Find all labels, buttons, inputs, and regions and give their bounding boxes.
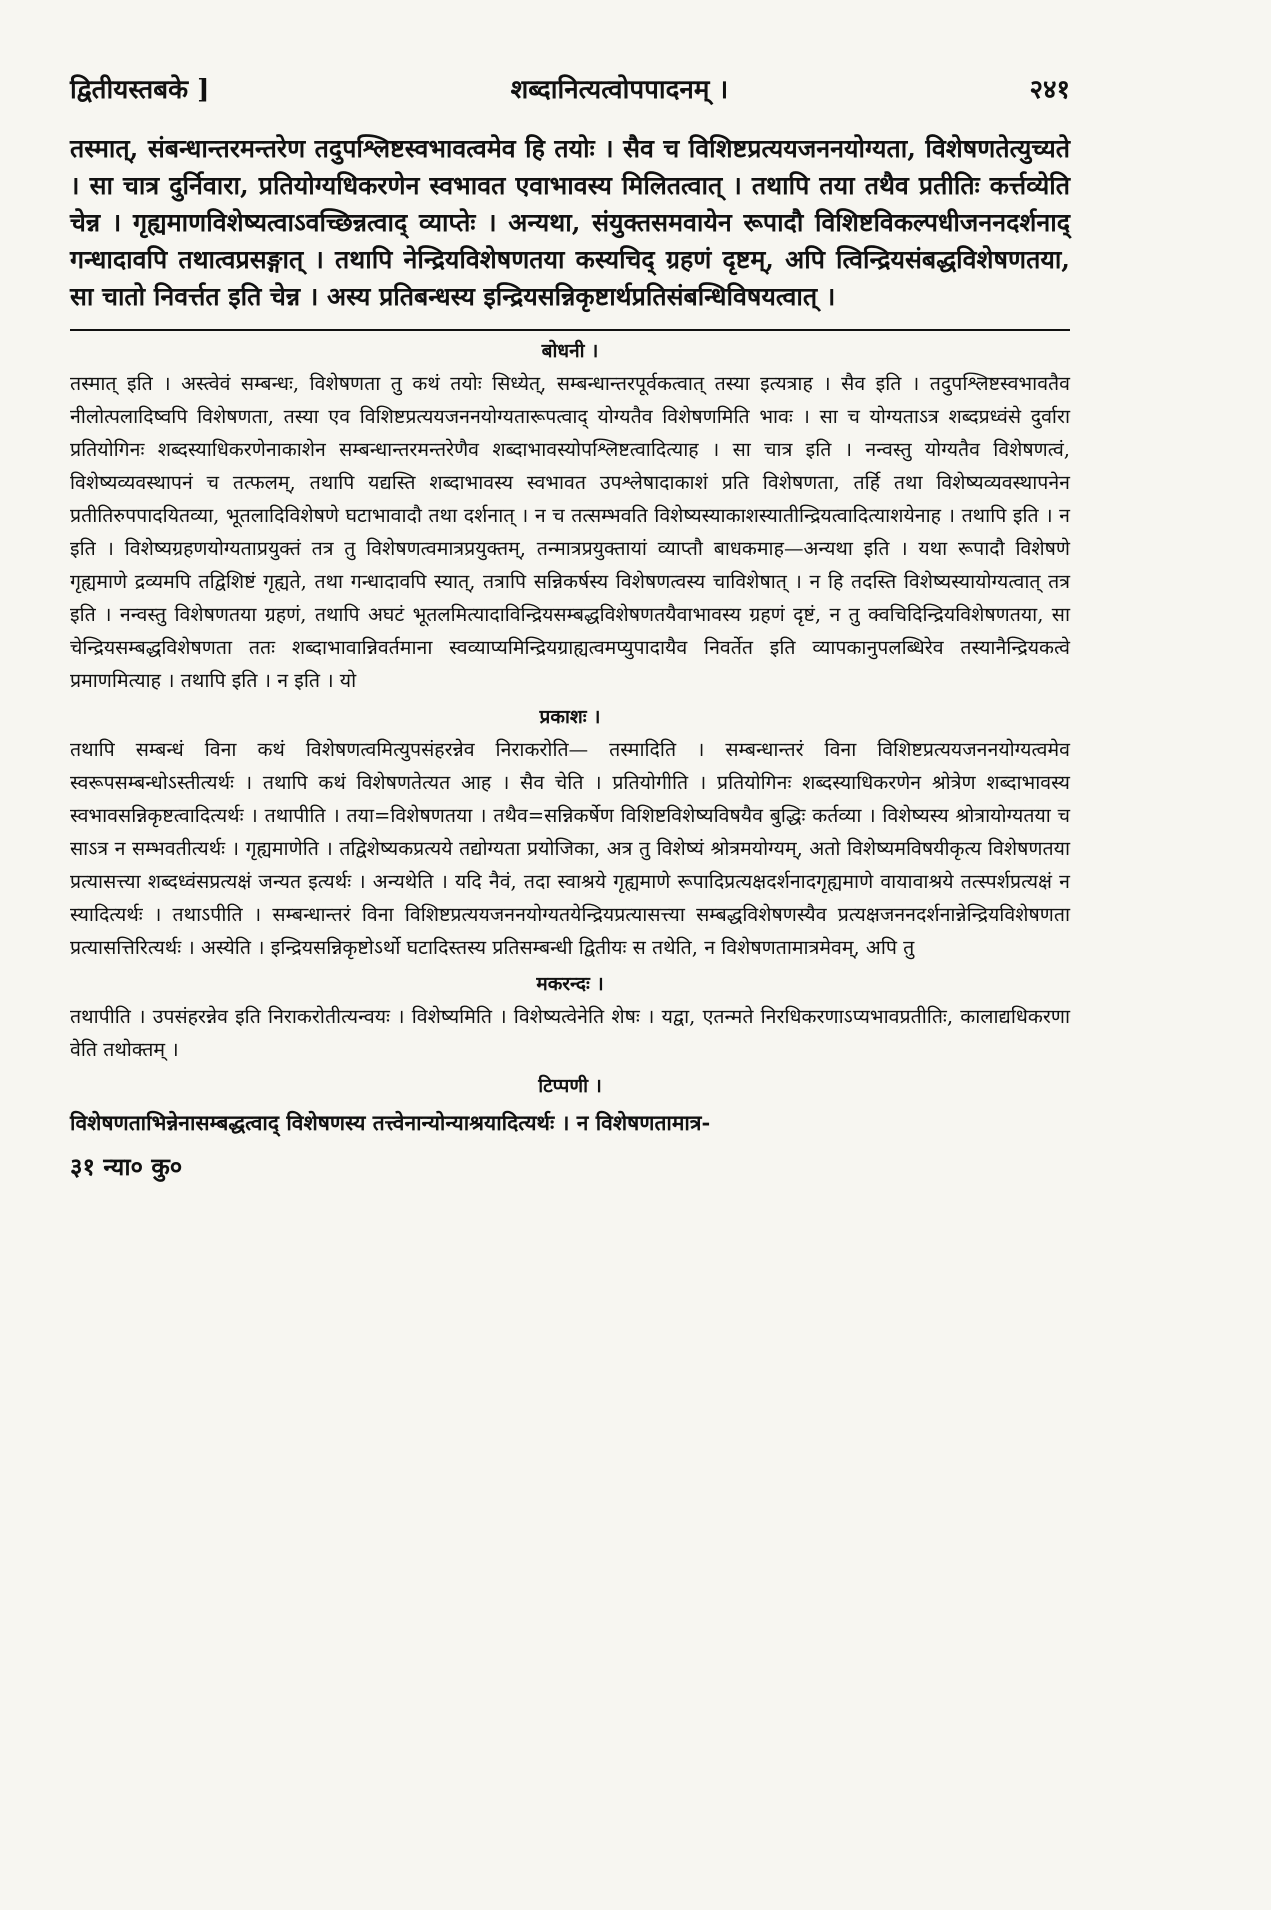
- header-center: शब्दानित्यत्वोपपादनम् ।: [510, 75, 729, 105]
- header-left: द्वितीयस्तबके ]: [70, 75, 210, 105]
- commentary-makaranda: तथापीति । उपसंहरन्नेव इति निराकरोतीत्यन्वयः । विशेष्यमिति । विशेष्यत्वेनेति शेषः । यद्वा, एतन्मते निरधिकरणाऽप्यभावप्रतीतिः, कालाद्यधिकरणा वेति तथोक्तम् ।: [70, 1005, 1070, 1061]
- divider: [70, 329, 1070, 331]
- section-title-makaranda: मकरन्दः ।: [536, 973, 604, 995]
- section-title-tippani: टिप्पणी ।: [538, 1075, 602, 1097]
- section-title-bodhani: बोधनी ।: [541, 340, 599, 362]
- page-header: [70, 70, 1070, 118]
- page-number: २४१: [1029, 75, 1070, 105]
- signature-line: ३१ न्या० कु०: [70, 1152, 183, 1181]
- section-title-prakasha: प्रकाशः ।: [539, 706, 601, 728]
- main-text: तस्मात्, संबन्धान्तरमन्तरेण तदुपश्लिष्टस्वभावत्वमेव हि तयोः । सैव च विशिष्टप्रत्ययजननयोग्यता, विशेषणतेत्युच्यते । सा चात्र दुर्निवारा, प्रतियोग्यधिकरणेन स्वभावत एवाभावस्य मिलितत्वात् । तथापि तया तथैव प्रतीतिः कर्त्तव्येति चेन्न । गृह्यमाणविशेष्यत्वाऽवच्छिन्नत्वाद् व्याप्तेः । अन्यथा, संयुक्तसमवायेन रूपादौ विशिष्टविकल्पधीजननदर्शनाद् गन्धादावपि तथात्वप्रसङ्गात् । तथापि नेन्द्रियविशेषणतया कस्यचिद् ग्रहणं दृष्टम्, अपि त्विन्द्रियसंबद्धविशेषणतया, सा चातो निवर्त्तत इति चेन्न । अस्य प्रतिबन्धस्य इन्द्रियसन्निकृष्टार्थप्रतिसंबन्धिविषयत्वात् ।: [70, 134, 1070, 311]
- commentary-tippani: विशेषणताभिन्नेनासम्बद्धत्वाद् विशेषणस्य तत्त्वेनान्योन्याश्रयादित्यर्थः । न विशेषणतामात्र-: [70, 1110, 711, 1135]
- commentary-bodhani: तस्मात् इति । अस्त्वेवं सम्बन्धः, विशेषणता तु कथं तयोः सिध्येत्, सम्बन्धान्तरपूर्वकत्वात् तस्या इत्यत्राह । सैव इति । तदुपश्लिष्टस्वभावतैव नीलोत्पलादिष्वपि विशेषणता, तस्या एव विशिष्टप्रत्ययजननयोग्यतारूपत्वाद् योग्यतैव विशेषणमिति भावः । सा च योग्यताऽत्र शब्दप्रध्वंसे दुर्वारा प्रतियोगिनः शब्दस्याधिकरणेनाकाशेन सम्बन्धान्तरमन्तरेणैव शब्दाभावस्योपश्लिष्टत्वादित्याह । सा चात्र इति । नन्वस्तु योग्यतैव विशेषणत्वं, विशेष्यव्यवस्थापनं च तत्फलम्, तथापि यद्यस्ति शब्दाभावस्य स्वभावत उपश्लेषादाकाशं प्रति विशेषणता, तर्हि तथा विशेष्यव्यवस्थापनेन प्रतीतिरुपपादयितव्या, भूतलादिविशेषणे घटाभावादौ तथा दर्शनात् । न च तत्सम्भवति विशेष्यस्याकाशस्यातीन्द्रियत्वादित्याशयेनाह । तथापि इति । न इति । विशेष्यग्रहणयोग्यताप्रयुक्तं तत्र तु विशेषणत्वमात्रप्रयुक्तम्, तन्मात्रप्रयुक्तायां व्याप्तौ बाधकमाह—अन्यथा इति । यथा रूपादौ विशेषणे गृह्यमाणे द्रव्यमपि तद्विशिष्टं गृह्यते, तथा गन्धादावपि स्यात्, तत्रापि सन्निकर्षस्य विशेषणत्वस्य चाविशेषात् । न हि तदस्ति विशेष्यस्यायोग्यत्वात् तत्र इति । नन्वस्तु विशेषणतया ग्रहणं, तथापि अघटं भूतलमित्यादाविन्द्रियसम्बद्धविशेषणतयैवाभावस्य ग्रहणं दृष्टं, न तु क्वचिदिन्द्रियविशेषणतया, सा चेन्द्रियसम्बद्धविशेषणता ततः शब्दाभावान्निवर्तमाना स्वव्याप्यमिन्द्रियग्राह्यत्वमप्युपादायैव निवर्तेत इति व्यापकानुपलब्धिरेव तस्यानैन्द्रियकत्वे प्रमाणमित्याह । तथापि इति । न इति । यो: [70, 372, 1070, 692]
- commentary-prakasha: तथापि सम्बन्धं विना कथं विशेषणत्वमित्युपसंहरन्नेव निराकरोति— तस्मादिति । सम्बन्धान्तरं विना विशिष्टप्रत्ययजननयोग्यत्वमेव स्वरूपसम्बन्धोऽस्तीत्यर्थः । तथापि कथं विशेषणतेत्यत आह । सैव चेति । प्रतियोगीति । प्रतियोगिनः शब्दस्याधिकरणेन श्रोत्रेण शब्दाभावस्य स्वभावसन्निकृष्टत्वादित्यर्थः । तथापीति । तया=विशेषणतया । तथैव=सन्निकर्षेण विशिष्टविशेष्यविषयैव बुद्धिः कर्तव्या । विशेष्यस्य श्रोत्रायोग्यतया च साऽत्र न सम्भवतीत्यर्थः । गृह्यमाणेति । तद्विशेष्यकप्रत्यये तद्योग्यता प्रयोजिका, अत्र तु विशेष्यं श्रोत्रमयोग्यम्, अतो विशेष्यमविषयीकृत्य विशेषणतया प्रत्यासत्त्या शब्दध्वंसप्रत्यक्षं जन्यत इत्यर्थः । अन्यथेति । यदि नैवं, तदा स्वाश्रये गृह्यमाणे रूपादिप्रत्यक्षदर्शनादगृह्यमाणे वायावाश्रये तत्स्पर्शप्रत्यक्षं न स्यादित्यर्थः । तथाऽपीति । सम्बन्धान्तरं विना विशिष्टप्रत्ययजननयोग्यतयेन्द्रियप्रत्यासत्त्या सम्बद्धविशेषणस्यैव प्रत्यक्षजननदर्शनान्नेन्द्रियविशेषणता प्रत्यासत्तिरित्यर्थः । अस्येति । इन्द्रियसन्निकृष्टोऽर्थो घटादिस्तस्य प्रतिसम्बन्धी द्वितीयः स तथेति, न विशेषणतामात्रमेवम्, अपि तु: [70, 738, 1070, 959]
- document-page: [70, 70, 1070, 1870]
